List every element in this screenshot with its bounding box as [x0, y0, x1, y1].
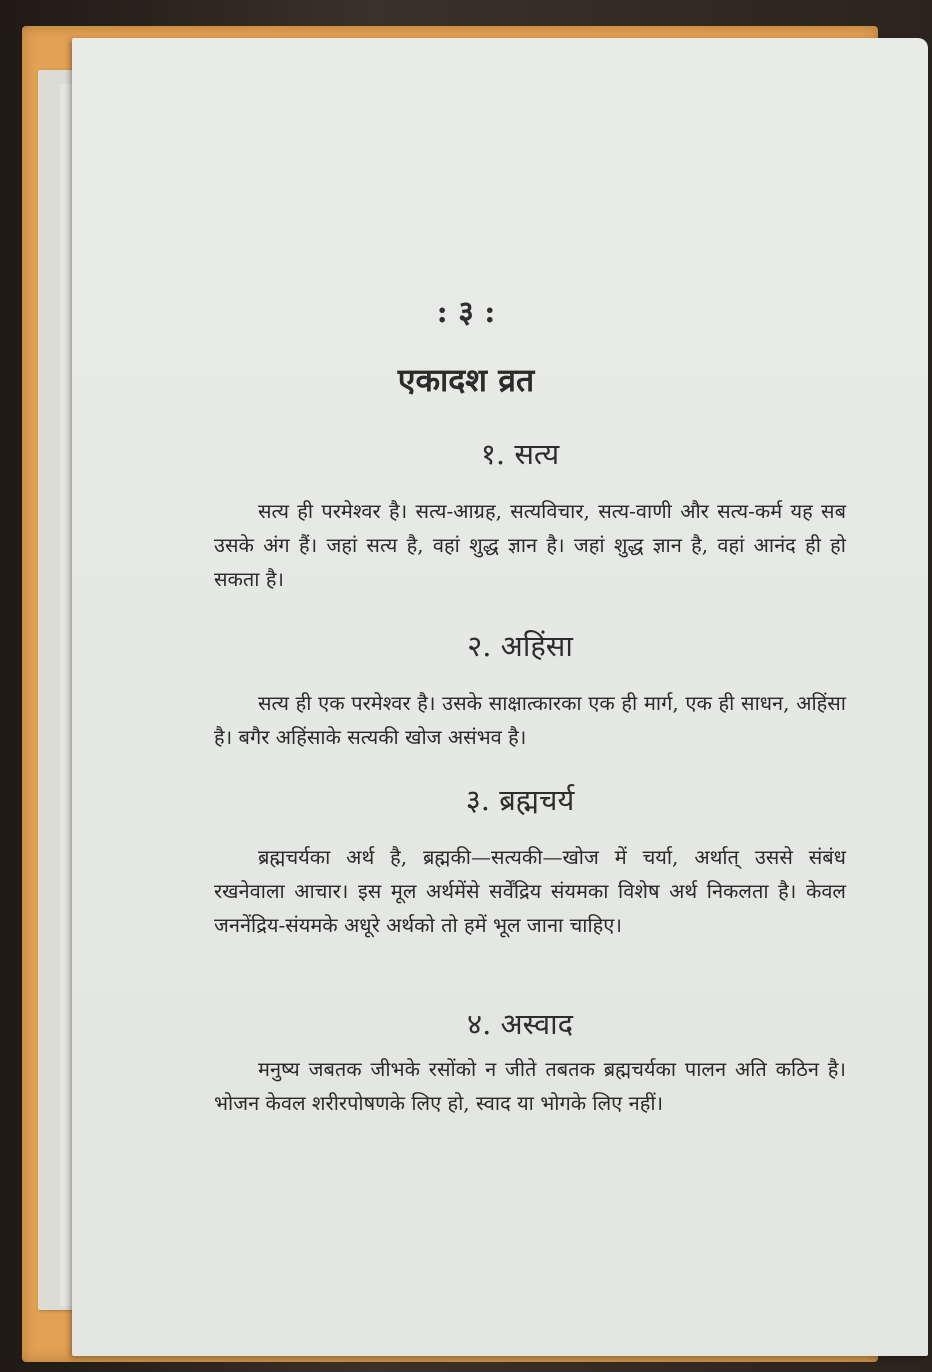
section-heading-asvad: ४. अस्वाद [467, 1007, 573, 1041]
chapter-title: एकादश व्रत [397, 361, 535, 399]
section-text-satya [214, 494, 846, 596]
chapter-number: : ३ : [436, 295, 496, 330]
section-text-brahmacharya-body: ब्रह्मचर्यका अर्थ है, ब्रह्मकी—सत्यकी—खोज में चर्या, अर्थात् उससे संबंध रखनेवाला आचार। इस मूल अर्थमेंसे सर्वेंद्रिय संयमका विशेष अर्थ निकलता है। केवल जननेंद्रिय-संयमके अधूरे अर्थको तो हमें भूल जाना चाहिए। [214, 845, 846, 937]
section-text-asvad [214, 1052, 846, 1120]
section-heading-ahimsa: २. अहिंसा [467, 629, 573, 663]
section-heading-brahmacharya: ३. ब्रह्मचर्य [465, 783, 575, 817]
section-text-ahimsa-body: सत्य ही एक परमेश्वर है। उसके साक्षात्कारका एक ही मार्ग, एक ही साधन, अहिंसा है। बगैर अहिंसाके सत्यकी खोज असंभव है। [214, 691, 846, 749]
section-text-brahmacharya [214, 840, 846, 942]
section-heading-satya: १. सत्य [480, 437, 560, 471]
section-text-ahimsa [214, 686, 846, 754]
section-text-satya-body: सत्य ही परमेश्वर है। सत्य-आग्रह, सत्यविचार, सत्य-वाणी और सत्य-कर्म यह सब उसके अंग हैं। जहां सत्य है, वहां शुद्ध ज्ञान है। जहां शुद्ध ज्ञान है, वहां आनंद ही हो सकता है। [214, 499, 846, 591]
section-text-asvad-body: मनुष्य जबतक जीभके रसोंको न जीते तबतक ब्रह्मचर्यका पालन अति कठिन है। भोजन केवल शरीरपोषणके लिए हो, स्वाद या भोगके लिए नहीं। [214, 1057, 846, 1115]
